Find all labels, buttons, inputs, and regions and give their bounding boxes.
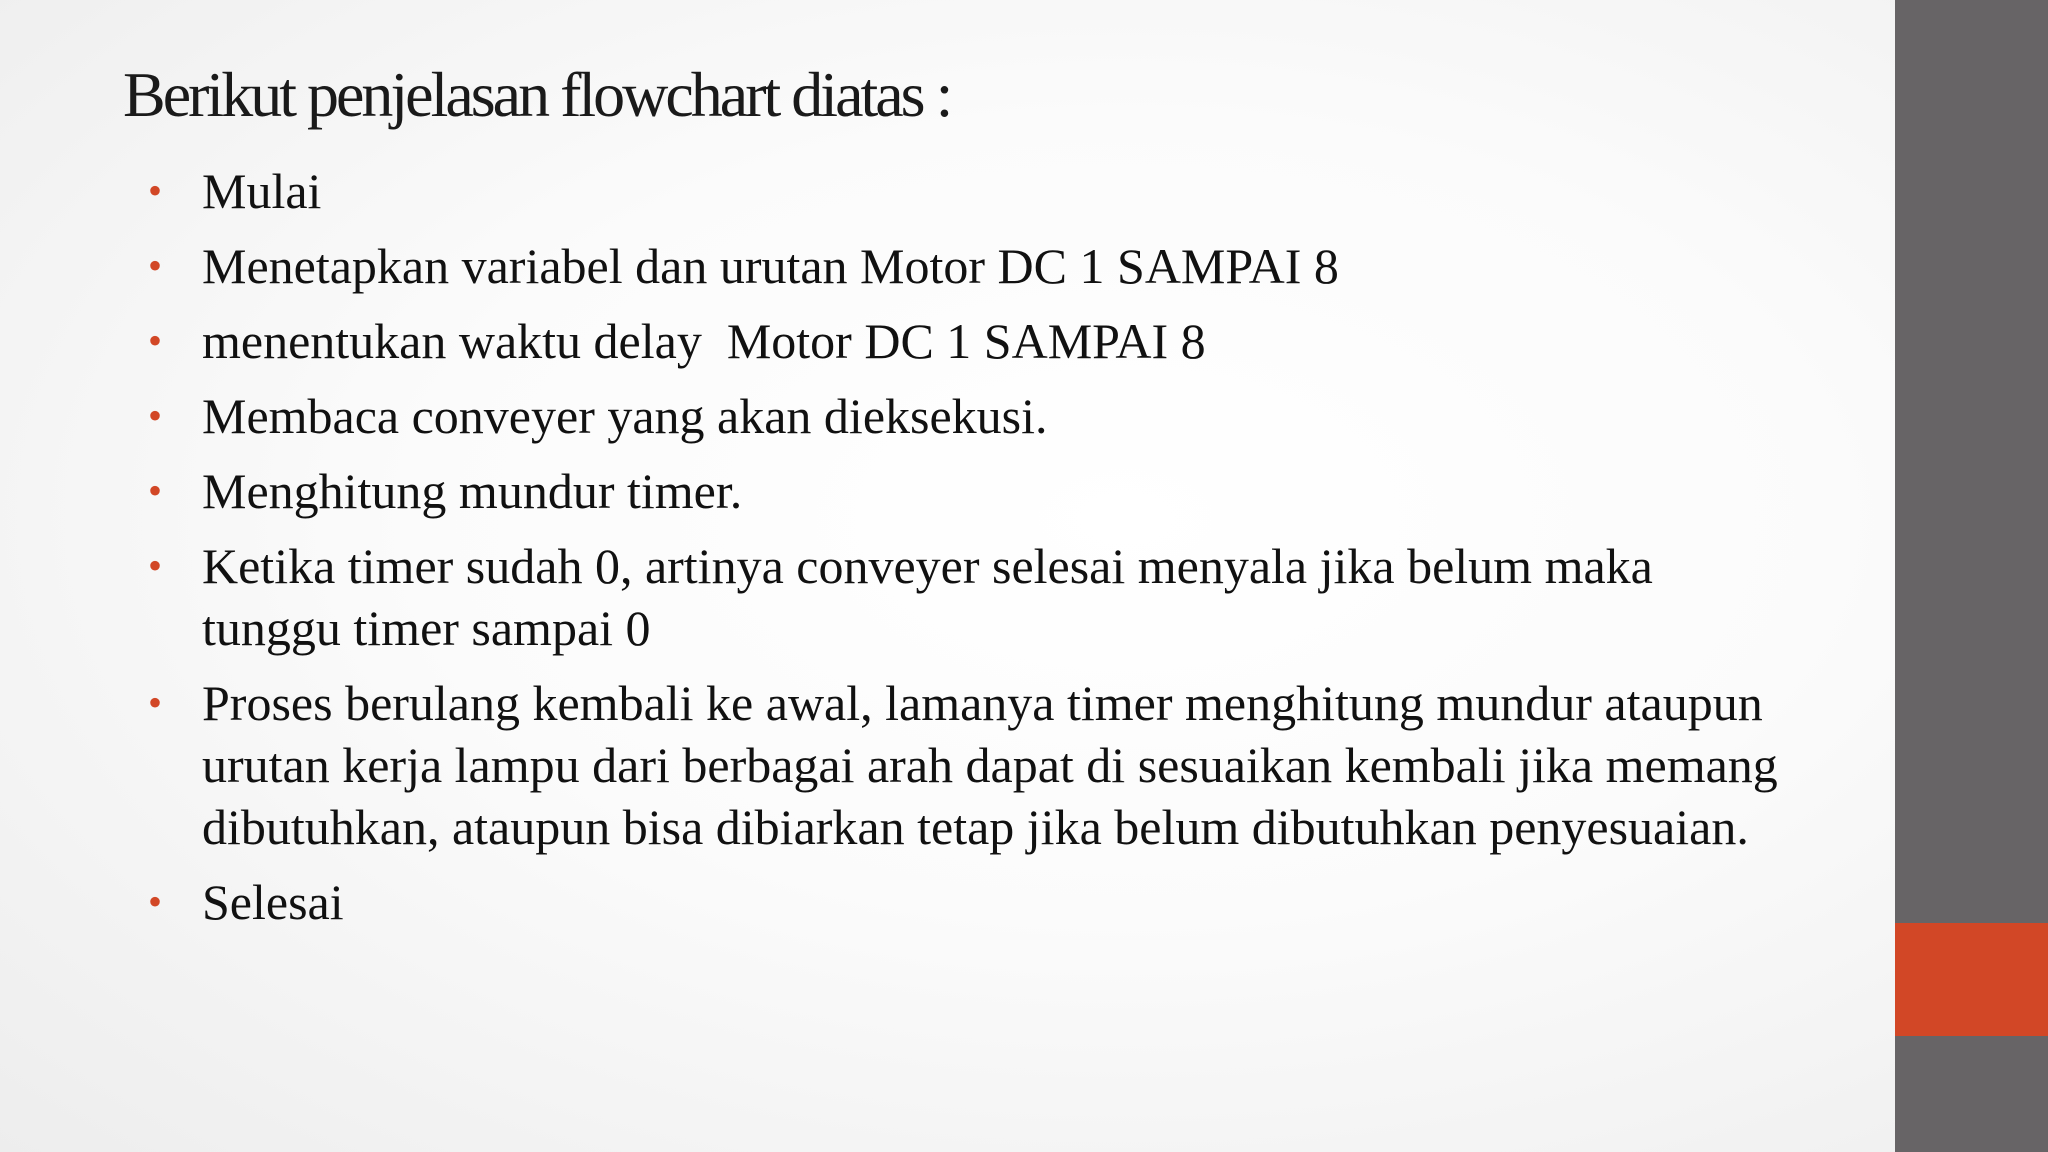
bullet-item bbox=[146, 310, 1796, 372]
bullet-text: Menghitung mundur timer. bbox=[202, 463, 743, 519]
bullet-text: Ketika timer sudah 0, artinya conveyer selesai menyala jika belum maka tunggu timer sampai 0 bbox=[202, 538, 1653, 656]
bullet-text: Proses berulang kembali ke awal, lamanya timer menghitung mundur ataupun urutan kerja lampu dari berbagai arah dapat di sesuaikan kembali jika memang dibutuhkan, ataupun bisa dibiarkan tetap jika belum dibutuhkan penyesuaian. bbox=[202, 675, 1778, 855]
sidebar-accent-block bbox=[1895, 923, 2048, 1036]
bullet-item bbox=[146, 235, 1796, 297]
bullet-item bbox=[146, 672, 1796, 858]
bullet-text: Selesai bbox=[202, 874, 344, 930]
bullet-icon: • bbox=[148, 543, 163, 588]
bullet-icon: • bbox=[148, 318, 163, 363]
bullet-text: Mulai bbox=[202, 163, 322, 219]
bullet-icon: • bbox=[148, 680, 163, 725]
bullet-icon: • bbox=[148, 468, 163, 513]
bullet-text: Menetapkan variabel dan urutan Motor DC 1 SAMPAI 8 bbox=[202, 238, 1339, 294]
bullet-icon: • bbox=[148, 393, 163, 438]
slide-title: Berikut penjelasan flowchart diatas : bbox=[123, 59, 951, 130]
bullet-icon: • bbox=[148, 879, 163, 924]
bullet-item bbox=[146, 535, 1796, 659]
bullet-item bbox=[146, 385, 1796, 447]
bullet-item bbox=[146, 460, 1796, 522]
bullet-icon: • bbox=[148, 243, 163, 288]
bullet-item bbox=[146, 160, 1796, 222]
bullet-item bbox=[146, 871, 1796, 933]
bullet-text: menentukan waktu delay Motor DC 1 SAMPAI 8 bbox=[202, 313, 1206, 369]
bullet-icon: • bbox=[148, 168, 163, 213]
bullet-list bbox=[146, 160, 1796, 946]
bullet-text: Membaca conveyer yang akan dieksekusi. bbox=[202, 388, 1048, 444]
